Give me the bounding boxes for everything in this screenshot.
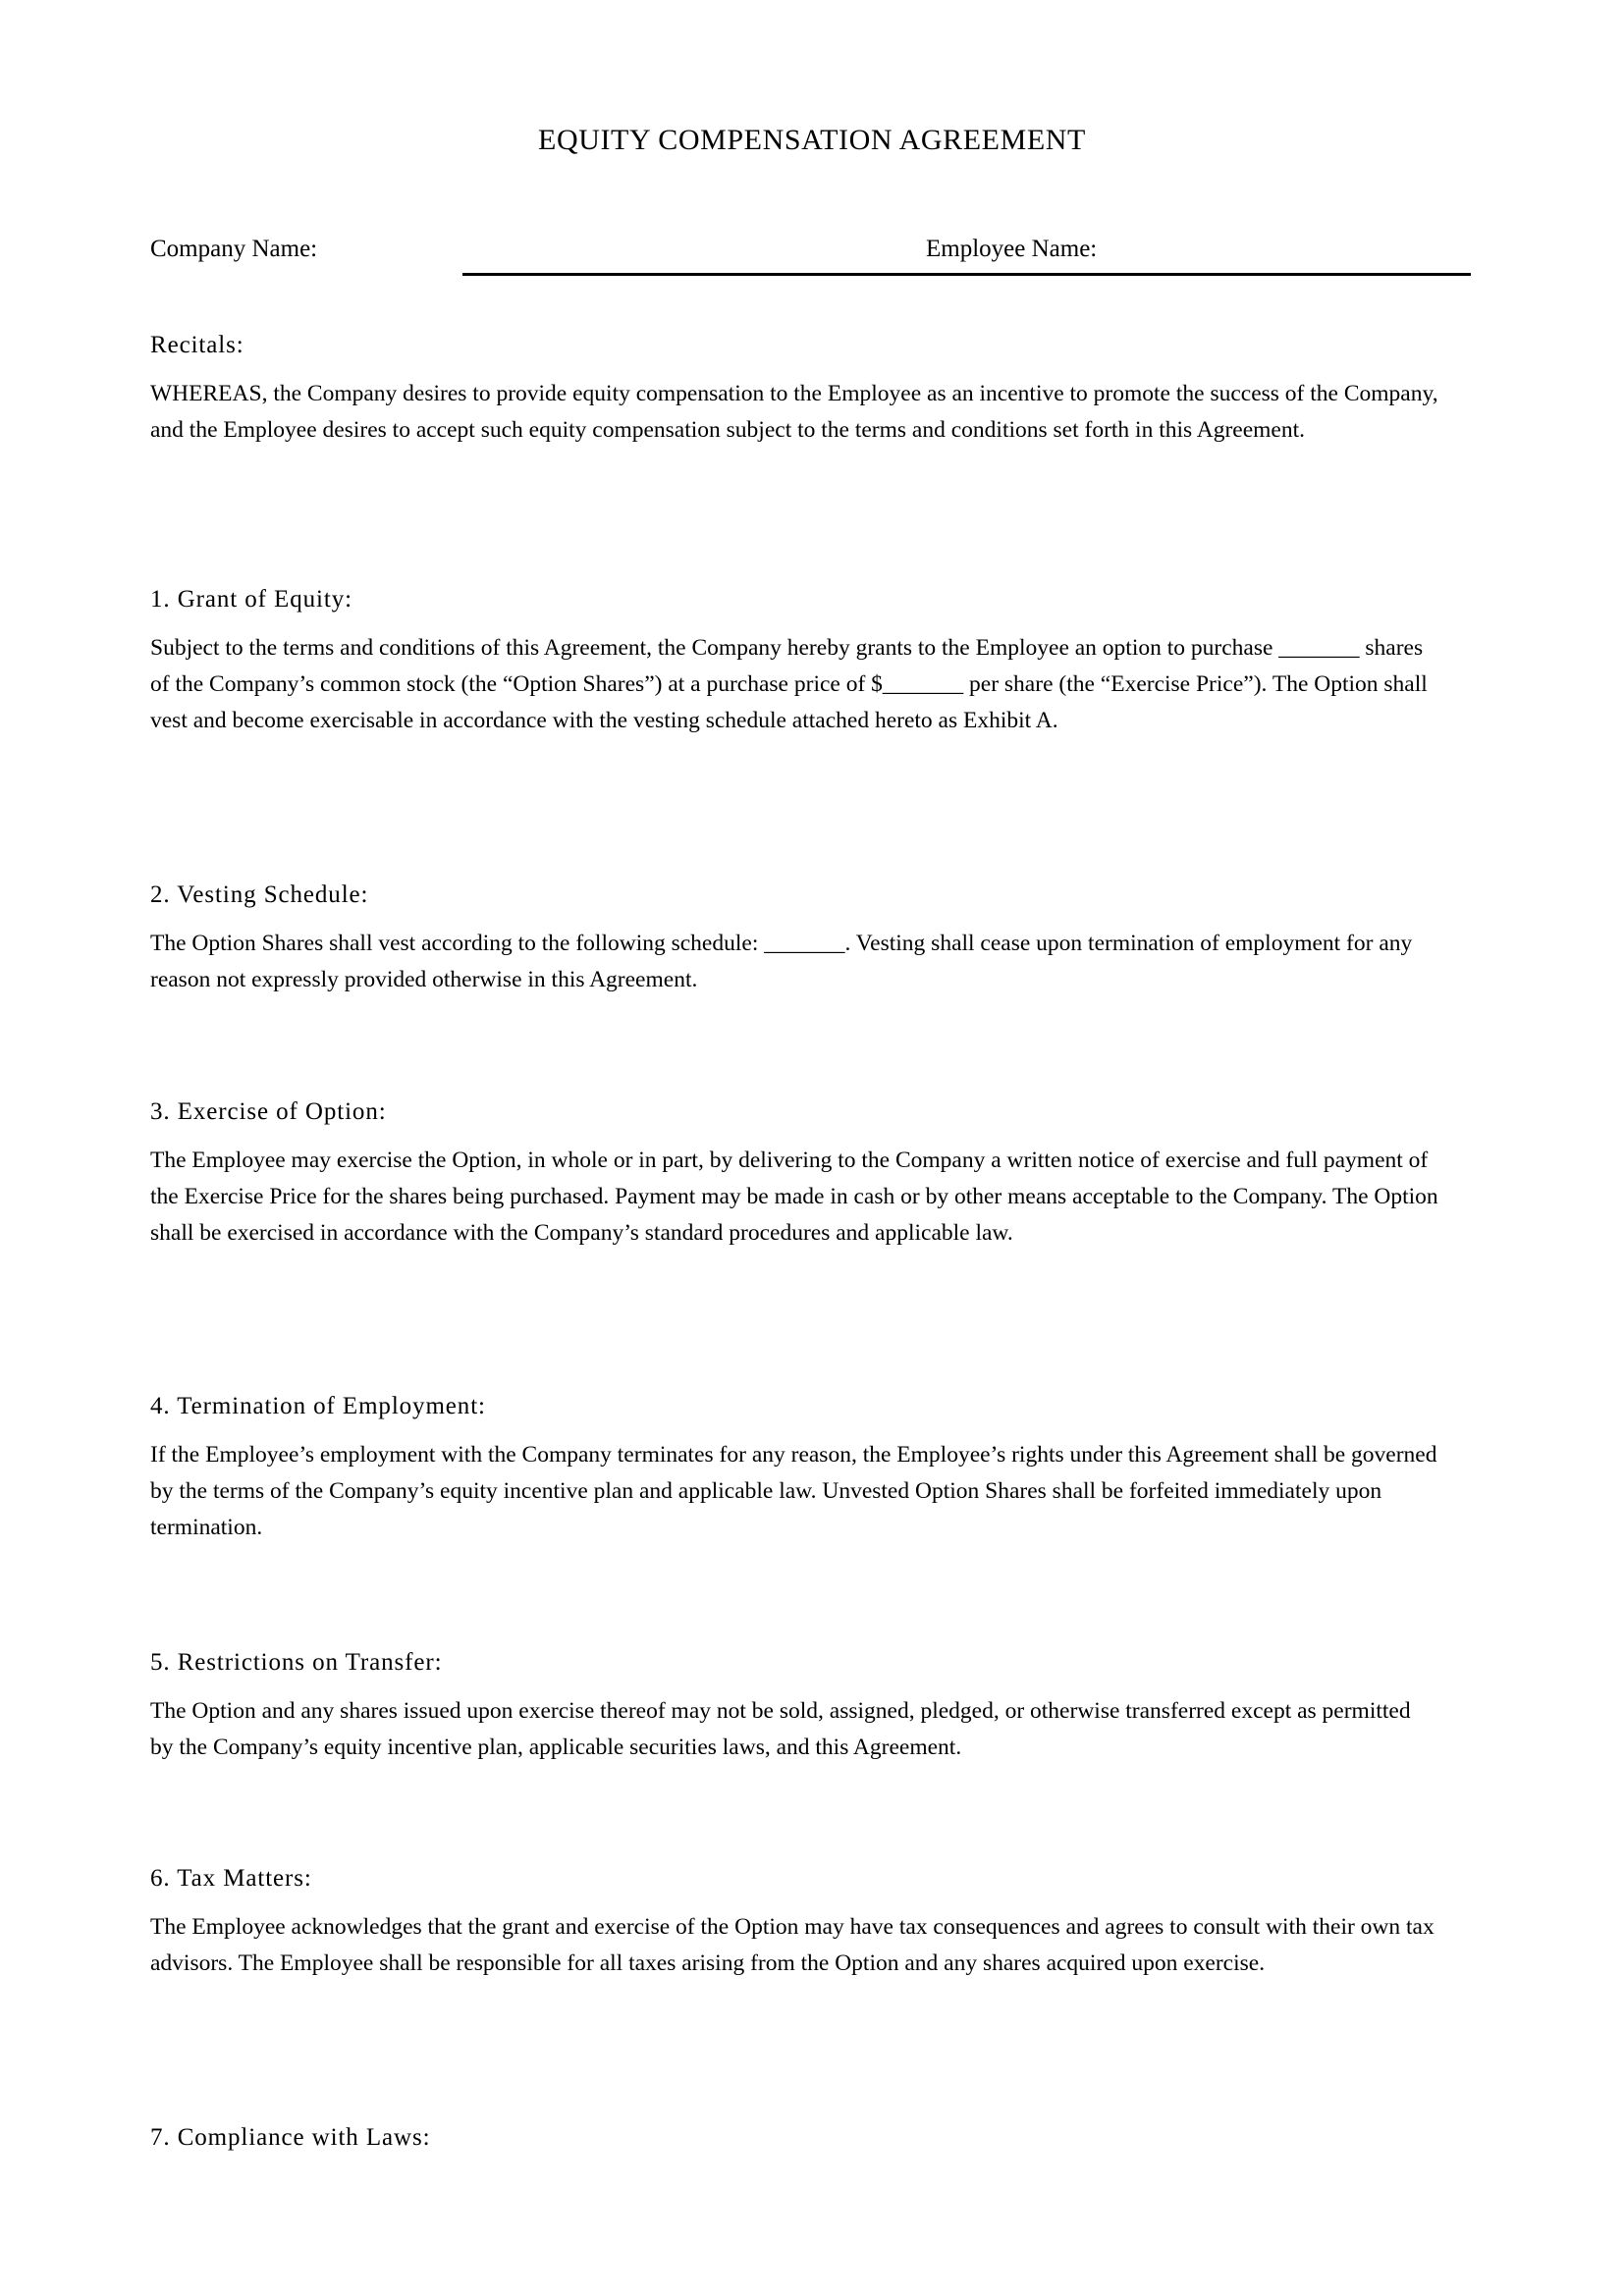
section-body: The Option and any shares issued upon exercise thereof may not be sold, assigned, pledged, or otherwise transferred except as permitted by the Company’s equity incentive plan, applicable securities laws, and this Agreement. [150,1698,1411,1761]
section-recitals [150,330,1438,449]
section-tax-matters [150,1863,1438,1982]
section-heading: 4. Termination of Employment: [150,1393,486,1419]
party-names-row [150,236,1438,281]
section-body: Subject to the terms and conditions of this Agreement, the Company hereby grants to the Employee an option to purchase _______ shares of the Company’s common stock (the “Option Shares”) at a purchase price of $_______ per share (the “Exercise Price”). The Option shall vest and become exercisable in accordance with the vesting schedule attached hereto as Exhibit A. [150,635,1428,734]
section-restrictions-on-transfer [150,1647,1438,1766]
section-heading: Recitals: [150,332,244,358]
section-body: The Employee acknowledges that the grant and exercise of the Option may have tax consequences and agrees to consult with their own tax advisors. The Employee shall be responsible for all taxes arising from the Option and any shares acquired upon exercise. [150,1914,1435,1977]
section-body: The Option Shares shall vest according to the following schedule: _______. Vesting shall cease upon termination of employment for any reason not expressly provided otherwise in this Agreement. [150,931,1413,993]
section-heading: 6. Tax Matters: [150,1865,312,1892]
page-title: EQUITY COMPENSATION AGREEMENT [538,124,1086,156]
section-heading: 1. Grant of Equity: [150,586,352,613]
section-heading: 2. Vesting Schedule: [150,881,369,908]
section-heading: 5. Restrictions on Transfer: [150,1649,443,1676]
section-heading: 3. Exercise of Option: [150,1098,387,1125]
section-grant-of-equity [150,584,1438,739]
section-termination-of-employment [150,1391,1438,1546]
section-compliance-with-laws [150,2122,1438,2153]
section-body: If the Employee’s employment with the Company terminates for any reason, the Employee’s rights under this Agreement shall be governed by the terms of the Company’s equity incentive plan and applicable law. Unvested Option Shares shall be forfeited immediately upon termination. [150,1442,1437,1541]
section-body: The Employee may exercise the Option, in whole or in part, by delivering to the Company a written notice of exercise and full payment of the Exercise Price for the shares being purchased. Payment may be made in cash or by other means acceptable to the Company. The Option shall be exercised in accordance with the Company’s standard procedures and applicable law. [150,1148,1438,1247]
company-name-label: Company Name: [150,236,318,262]
signature-rule [462,273,1471,276]
section-heading: 7. Compliance with Laws: [150,2124,431,2151]
section-body: WHEREAS, the Company desires to provide equity compensation to the Employee as an incentive to promote the success of the Company, and the Employee desires to accept such equity compensation subject to the terms and conditions set forth in this Agreement. [150,381,1438,444]
section-exercise-of-option [150,1096,1438,1252]
section-vesting-schedule [150,880,1438,998]
employee-name-label: Employee Name: [926,236,1098,262]
